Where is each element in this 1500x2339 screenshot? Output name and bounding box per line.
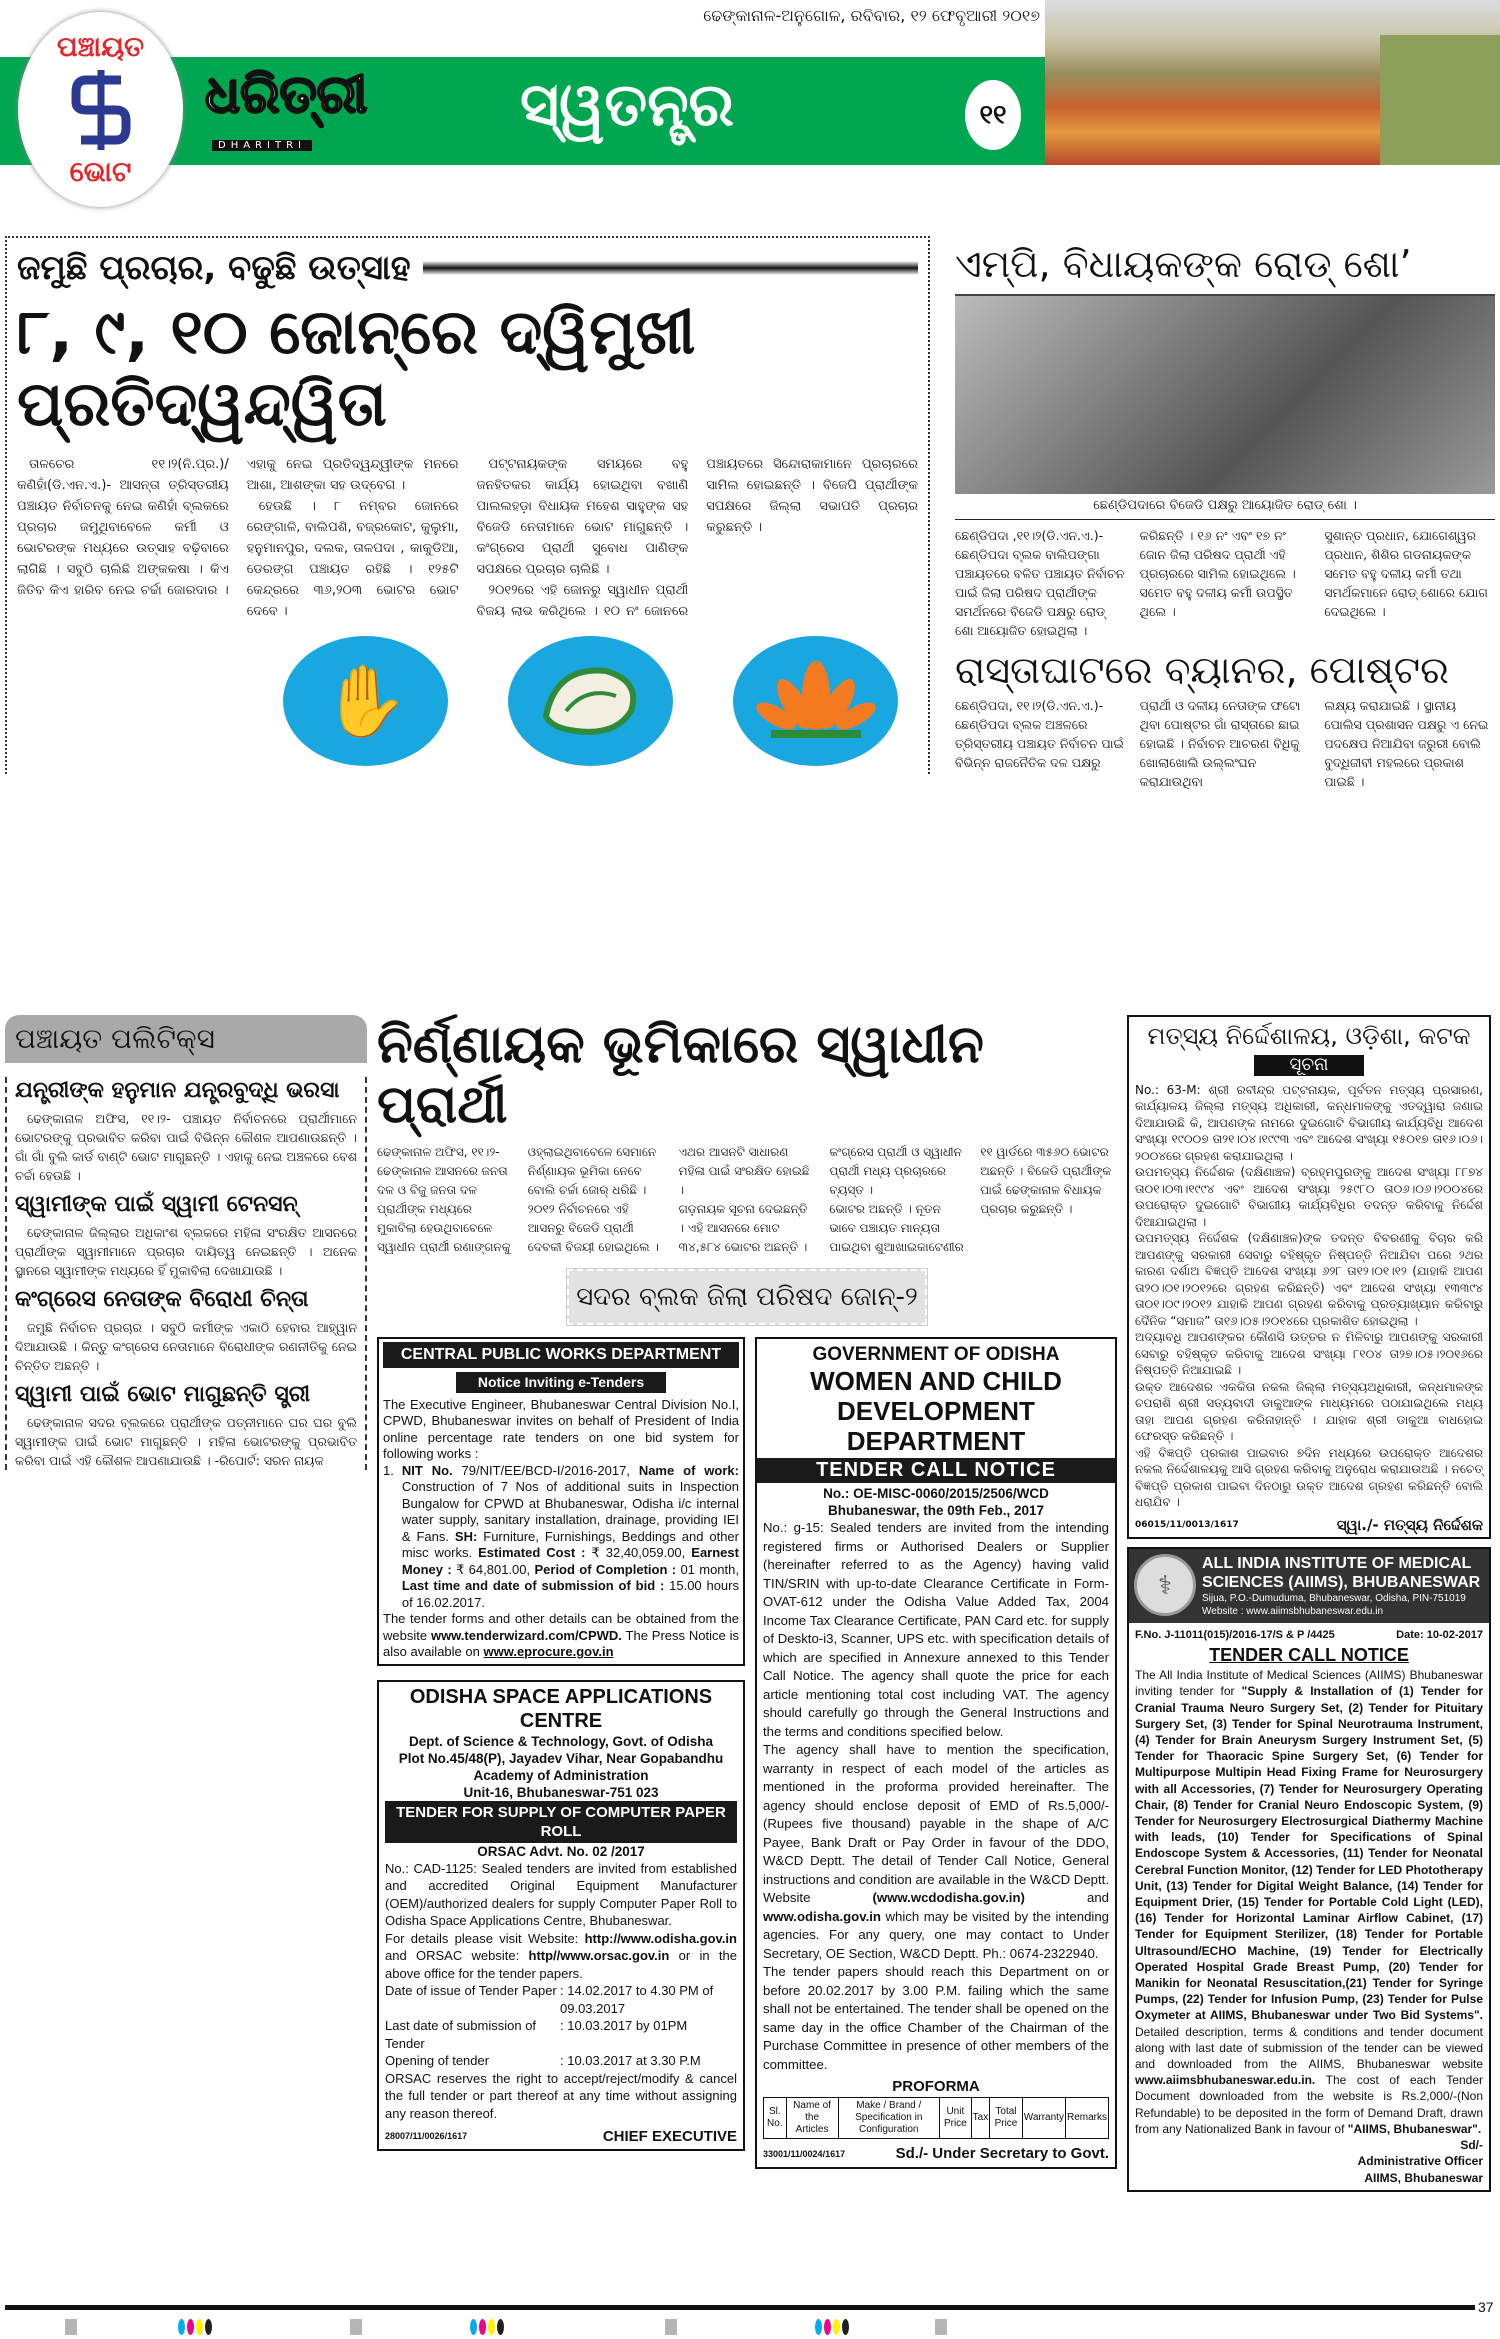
registration-box: [65, 2319, 77, 2335]
lead-headline: ୮, ୯, ୧୦ ଜୋନ୍‌ରେ ଦ୍ୱିମୁଖୀ ପ୍ରତିଦ୍ୱନ୍ଦ୍ୱିତା: [17, 295, 696, 440]
ad-code: 06015/11/0013/1617: [1135, 1519, 1239, 1530]
tenderwizard-link[interactable]: www.tenderwizard.com/CPWD.: [430, 1627, 622, 1643]
registration-dot: [842, 2319, 849, 2335]
right-top-column: [955, 236, 1495, 791]
paragraph: ଛେଣ୍ଡିପଦା ,୧୧।୨(ଡି.ଏନ.ଏ.)- ଛେଣ୍ଡିପଦା ବ୍ଲକ ବାଲିପଙ୍ଗା ପଞ୍ଚାୟତରେ ବଳିତ ପଞ୍ଚାୟତ ନିର୍ବାଚନ ପାଇଁ ଜିଲା ପରିଷଦ ପ୍ରାର୍ଥୀଙ୍କ ସମର୍ଥନରେ ବିଜେଡି ପକ୍ଷରୁ ରୋଡ୍ ଶୋ ଆୟୋଜିତ ହୋଇଥିଲା ।: [955, 528, 1125, 638]
ad-signature: CHIEF EXECUTIVE: [602, 2128, 737, 2145]
center-column: [377, 1015, 1117, 2169]
top-section: [0, 236, 1500, 1015]
proforma-header: Warranty: [1022, 2097, 1065, 2138]
registration-box: [350, 2319, 362, 2335]
proforma-header: Total Price: [990, 2097, 1023, 2138]
registration-dot: [497, 2319, 504, 2335]
lotus-icon: [733, 636, 898, 766]
section-title: ସ୍ୱତନ୍ତ୍ର: [520, 70, 735, 140]
masthead: [0, 0, 1500, 236]
ad-details: For details please visit Website: http://www.odisha.gov.in and ORSAC website: http//www.orsac.gov.in or in the above office for the tender papers.: [385, 1930, 737, 1981]
aiims-link[interactable]: www.aiimsbhubaneswar.edu.in.: [1135, 2073, 1316, 2088]
registration-dot: [470, 2319, 477, 2335]
ad-body: The All India Institute of Medical Sciences (AIIMS) Bhubaneswar inviting tender for "Supply & Installation of (1) Tender for Cranial Trauma Neuro Surgery Set, (2) Tender for Pituitary Surgery Set, (3) Tender for Spinal Neurotrauma Instrument, (4) Tender for Brain Aneurysm Surgery Instrument Set, (5) Tender for Thaoracic Spine Surgery Set, (6) Tender for Multipurpose Multipin Head Fixing Frame for Neurosurgery with all Accessories, (7) Tender for Neurosurgery Operating Chair, (8) Tender for Cranial Neuro Endoscopic System, (9) Tender for Neurosurgery Electrosurgical Diathermy Machine with leads, (10) Tender for Specifications of Spinal Endoscope System & Accessories, (11) Tender for Neonatal Cerebral Function Monitor, (12) Tender for LED Phototherapy Unit, (13) Tender for Digital Weight Balance, (14) Tender for Equipment Drier, (15) Tender for Portable Cold Light (LED), (16) Tender for Horizontal Laminar Airflow Cabinet, (17) Tender for Equipment Sterilizer, (18) Tender for Portable Ultrasound/ECHO Machine, (19) Tender for Electrically Operated Hospital Grade Breast Pump, (20) Tender for Manikin for Neonatal Resuscitation,(21) Tender for Syringe Pumps, (22) Tender for Infusion Pump, (23) Tender for Pulse Oxymeter at AIIMS, Bhubaneswar under Two Bid Systems". Detailed description, terms & conditions and tender document along with last date of submission of the tender can be viewed and downloaded from the AIIMS, Bhubaneswar website www.aiimsbhubaneswar.edu.in. The cost of each Tender Document downloaded from the website is Rs.2,000/-(Non Refundable) to be deposited in the form of Demand Draft, drawn from any Nationalized Bank in favour of "AIIMS, Bhubaneswar".: [1135, 1668, 1483, 2136]
panchayat-politics-column: [5, 1077, 367, 1470]
notice-date: Date: 10-02-2017: [1396, 1629, 1483, 1641]
orsac-tender-ad: [377, 1680, 745, 2151]
registration-dot: [833, 2319, 840, 2335]
ad-signature: Sd./- Under Secretary to Govt.: [895, 2144, 1109, 2162]
proforma-header: Unit Price: [940, 2097, 972, 2138]
ad-signature: Sd/- Administrative Officer AIIMS, Bhubaneswar: [1357, 2138, 1483, 2185]
aiims-name: ALL INDIA INSTITUTE OF MEDICAL SCIENCES (AIIMS), BHUBANESWAR: [1202, 1555, 1481, 1591]
proforma-header: Name of the Articles: [786, 2097, 838, 2138]
section-page-badge: ୧୧: [965, 80, 1021, 150]
paragraph: ତାଳଚେର ୧୧।୨(ନି.ପ୍ର.)/ କଣିହାଁ(ଡି.ଏନ.ଏ.)- ଆସନ୍ତା ତ୍ରିସ୍ତରୀୟ ପଞ୍ଚାୟତ ନିର୍ବାଚନକୁ ନେଇ କଣିହାଁ ବ୍ଲକରେ ପ୍ରଚାର ଜମୁଥିବାବେଳେ କର୍ମୀ ଓ ଭୋଟରଙ୍କ ମଧ୍ୟରେ ଉତ୍ସାହ ବଢ଼ିବାରେ ଲାଗିଛି । ସବୁଠି ଚାଲିଛି ଅଙ୍କକଷା । କିଏ ଜିତିବ କିଏ ହାରିବ ନେଇ ଚର୍ଚ୍ଚା ଜୋରଦାର । ଏହାକୁ ନେଇ ପ୍ରତିଦ୍ୱନ୍ଦ୍ୱୀଙ୍କ ମନରେ ଆଶା, ଆଶଙ୍କା ସହ ଉଦ୍‌ବେଗ ।: [17, 457, 459, 598]
ads-row: [377, 1337, 1117, 2169]
aiims-website[interactable]: Website : www.aiimsbhubaneswar.edu.in: [1202, 1606, 1384, 1617]
notice-para: ଉପମତ୍ସ୍ୟ ନିର୍ଦ୍ଦେଶକ (ଦକ୍ଷିଣାଞ୍ଚଳ) ବ୍ରହ୍ମପୁରଙ୍କୁ ଆଦେଶ ସଂଖ୍ୟା ୮୮୭୪ ତା୦୧।୦୩।୧୯୯୪ ଏବଂ ଆଦେଶ ସଂଖ୍ୟା ୨୫୯୮୦ ତା୦୬।୦୬।୨୦୦୪ରେ ଉପରୋକ୍ତ ଦୁଇଗୋଟି ବିଭାଗୀୟ କାର୍ଯ୍ୟବିଧିର ତଦନ୍ତ କରିବାକୁ ନିର୍ଦ୍ଦେଶ ଦିଆଯାଇଥିଲା ।: [1135, 1165, 1483, 1229]
independent-story-body: [377, 1143, 1117, 1257]
ad-code: 28007/11/0026/1617: [385, 2131, 468, 2141]
schedule-row: Opening of tender : 10.03.2017 at 3.30 P.M: [385, 2053, 701, 2068]
registration-dot: [178, 2319, 185, 2335]
registration-dot: [815, 2319, 822, 2335]
ads-left-stack: [377, 1337, 745, 2151]
notice-para: ଉପମତ୍ସ୍ୟ ନିର୍ଦ୍ଦେଶକ (ଦକ୍ଷିଣାଞ୍ଚଳ)ଙ୍କ ତଦନ୍ତ ବିବରଣୀକୁ ବିଚାର କରି ଆପଣଙ୍କୁ ସରକାରୀ ସେବାରୁ ବହିଷ୍କୃତ ନିଷ୍ପତ୍ତି ନିଆଯିବା ପରେ ୨ଥର କାରଣ ଦର୍ଶାଅ ବିଜ୍ଞପ୍ତି ଆଦେଶ ସଂଖ୍ୟା ୬୨୮ ତା୧୨।୦୧।୧୨ (ଯାହାକି ଆପଣ ତା୨୦।୦୧।୨୦୧୨ରେ ଗ୍ରହଣ କରିଛନ୍ତି) ଏବଂ ଆଦେଶ ସଂଖ୍ୟା ୧୩୩୯୪ ତା୦୧।୦୯।୨୦୧୨ ଯାହାକି ଆପଣ ଗ୍ରହଣ କରିବାକୁ ପ୍ରତ୍ୟାଖ୍ୟାନ କରିବାରୁ ଦୈନିକ “ସମାଜ” ତା୧୬।୦୫।୨୦୧୪ରେ ପ୍ରକାଶିତ ହୋଇଥିଲା ।: [1135, 1231, 1483, 1328]
paragraph: ଛେଣ୍ଡିପଦା, ୧୧।୨(ଡି.ଏନ.ଏ.)- ଛେଣ୍ଡିପଦା ବ୍ଲକ ଅଞ୍ଚଳରେ ତ୍ରିସ୍ତରୀୟ ପଞ୍ଚାୟତ ନିର୍ବାଚନ ପାଇଁ ବିଭିନ୍ନ ରାଜନୈତିକ ଦଳ ପକ୍ଷରୁ: [955, 698, 1124, 770]
ad-title: TENDER CALL NOTICE: [757, 1458, 1115, 1483]
notice-tag: ସୂଚନା: [1254, 1055, 1364, 1076]
proforma-table: [763, 2097, 1109, 2139]
ad-body: No.: CAD-1125: Sealed tenders are invited from established and accredited Original Equipment Manufacturer (OEM)/authorized dealers for supply Computer Paper Roll to Odisha Space Applications Centre, Bhubaneswar.: [385, 1860, 737, 1928]
dateline: ଢେଙ୍କାନାଳ-ଅନୁଗୋଳ, ରବିବାର, ୧୨ ଫେବୃଆରୀ ୨୦୧୭: [703, 6, 1040, 25]
page-bottom-rule: [5, 2305, 1475, 2310]
item-text: ଢେଙ୍କାନାଳ ଅଫିସ, ୧୧।୨- ପଞ୍ଚାୟତ ନିର୍ବାଚନରେ ପ୍ରାର୍ଥୀମାନେ ଭୋଟରଙ୍କୁ ପ୍ରଭାବିତ କରିବା ପାଇଁ ବିଭିନ୍ନ କୌଶଳ ଆପଣାଉଛନ୍ତି । ଗାଁ ଗାଁ ବୁଲି କାର୍ଡ ବାଣ୍ଟି ଭୋଟ ମାଗୁଛନ୍ତି । ଏହାକୁ ନେଇ ଅଞ୍ଚଳରେ ବେଶ ଚର୍ଚ୍ଚା ହେଉଛି ।: [15, 1111, 357, 1183]
tender-item: NIT No. 79/NIT/EE/BCD-I/2016-2017, Name of work: Construction of 7 Nos of additional suits in Inspection Bungalow for CPWD at Bhubaneswar, Odisha i/c internal water supply, sanitary installation, drainage, providing IEI & Fans. SH: Furniture, Furnishings, Beddings and other misc works. Estimated Cost : ₹ 32,40,059.00, Earnest Money : ₹ 64,801.00, Period of Completion : 01 month, Last time and date of submission of bid : 15.00 hours of 16.02.2017.: [401, 1462, 739, 1610]
item-number: 1.: [383, 1462, 394, 1478]
address-line: Academy of Administration: [473, 1767, 649, 1783]
paragraph: ପଟ୍ଟନାୟକଙ୍କ ସମୟରେ ବହୁ ଜନହିତକର କାର୍ଯ୍ୟ ହୋଇଥିବା ବଖାଣି ପାଲଲହଡ଼ା ବିଧାୟକ ମହେଶ ସାହୁଙ୍କ ସହ ବିଜେଡି ନେତାମାନେ ଭୋଟ ମାଗୁଛନ୍ତି । କଂଗ୍ରେସ ପ୍ରାର୍ଥୀ ସୁବୋଧ ପାଣିଙ୍କ ସପକ୍ଷରେ ପ୍ରଚାର ଚାଲିଛି ।: [476, 457, 689, 577]
registration-dot: [196, 2319, 203, 2335]
item-title: କଂଗ୍ରେସ ନେତାଙ୍କ ବିରୋଧୀ ଚିନ୍ତା: [15, 1287, 309, 1312]
aiims-address: Sijua, P.O.-Dumuduma, Bhubaneswar, Odisha, PIN-751019: [1202, 1593, 1466, 1604]
registration-dot: [205, 2319, 212, 2335]
ad-title: TENDER CALL NOTICE: [1209, 1645, 1409, 1666]
ad-para: The tender papers should reach this Department on or before 20.02.2017 by 3.00 P.M. failing which the same shall not be entertained. The tender shall be opened on the same day in the office Chamber of the Chairman of the Purchase Committee in presence of other members of the committee.: [763, 1964, 1109, 2072]
notice-para: ଉକ୍ତ ଆଦେଶର ଏକକିତା ନକଲ ଜିଲ୍ଲା ମତ୍ସ୍ୟଅଧିକାରୀ, କନ୍ଧମାଳଙ୍କ ଚପରାଶି ଶ୍ରୀ ସତ୍ୟବାଦୀ ଡାକୁଆଙ୍କ ମାଧ୍ୟମରେ ପଠାଯାଇଥିଲେ ମଧ୍ୟ ତାହା ଆପଣ ଗ୍ରହଣ କରିନାହାନ୍ତି । ଯାହାକ ଶ୍ରୀ ଡାକୁଆ ବାଧହୋଇ ଫେରସ୍ତ କରିଛନ୍ତି ।: [1135, 1379, 1483, 1443]
independent-story-headline: ନିର୍ଣ୍ଣାୟକ ଭୂମିକାରେ ସ୍ୱାଧୀନ ପ୍ରାର୍ଥୀ: [377, 1015, 984, 1135]
party-symbols: [17, 636, 918, 766]
registration-dot: [187, 2319, 194, 2335]
paragraph: ସୁଶାନ୍ତ ପ୍ରଧାନ, ଯୋଗେଶ୍ୱର ପ୍ରଧାନ, ଶିଶିର ଗଡନାୟକଙ୍କ ସମେତ ବହୁ ଦଳୀୟ କର୍ମୀ ତଥା ସମର୍ଥକମାନେ ରୋଡ୍ ଶୋରେ ଯୋଗ ଦେଇଥିଲେ ।: [1324, 528, 1488, 619]
aiims-tender-ad: [1127, 1547, 1491, 2192]
registration-marks: [470, 2319, 504, 2335]
proforma-header: Remarks: [1065, 2097, 1108, 2138]
registration-marks: [178, 2319, 212, 2335]
cpwd-tender-ad: [377, 1337, 745, 1666]
aiims-emblem-icon: ⚕: [1134, 1554, 1196, 1616]
registration-dot: [488, 2319, 495, 2335]
ad-gov: GOVERNMENT OF ODISHA: [812, 1344, 1060, 1365]
zone-label-box: ସଦର ବ୍ଲକ ଜିଲା ପରିଷଦ ଜୋନ୍-୨: [567, 1269, 927, 1325]
logo-text-bottom: ଭୋଟ: [69, 155, 132, 188]
panchayat-politics: [5, 1015, 367, 1470]
address-line: Plot No.45/48(P), Jayadev Vihar, Near Gopabandhu: [398, 1750, 724, 1766]
advt-number: ORSAC Advt. No. 02 /2017: [477, 1843, 645, 1859]
fisheries-notice: [1127, 1015, 1491, 1539]
banner-story-headline: ରାସ୍ତାଘାଟରେ ବ୍ୟାନର, ପୋଷ୍ଟର: [955, 648, 1449, 692]
road-show-photo: [955, 294, 1495, 494]
bottom-section: [0, 1015, 1500, 2295]
item-title: ଯନ୍ତ୍ରୀଙ୍କ ହନୁମାନ ଯନ୍ତ୍ରବୁଦ୍ଧି ଭରସା: [15, 1078, 340, 1103]
paragraph: ଲକ୍ଷ୍ୟ କରାଯାଇଛି । ସ୍ଥାନୀୟ ପୋଲିସ ପ୍ରଶାସନ ପକ୍ଷରୁ ଏ ନେଇ ପଦକ୍ଷେପ ନିଆଯିବା ଜରୁରୀ ବୋଲି ବୁଦ୍ଧିଜୀବୀ ମହଲରେ ପ୍ରକାଶ ପାଇଛି ।: [1324, 698, 1489, 789]
proforma-header: Sl. No.: [764, 2097, 787, 2138]
paragraph: ଢେଙ୍କାନାଳ ଅଫିସ, ୧୧।୨- ଢେଙ୍କାନାଳ ଆସନରେ ଜନତା ଦଳ ଓ ବିଜୁ ଜନତା ଦଳ ପ୍ରାର୍ଥୀଙ୍କ ମଧ୍ୟରେ ମୁକାବିଲା ହେଉଥିବାବେଳେ ସ୍ୱାଧୀନ ପ୍ରାର୍ଥୀ ରଣାଙ୍ଗନକୁ ଓହ୍ଲାଇଥିବାବେଳେ ସେମାନେ ନିର୍ଣ୍ଣାୟକ ଭୂମିକା ନେବେ ବୋଲି ଚର୍ଚ୍ଚା ଜୋର୍ ଧରିଛି ।: [377, 1145, 657, 1254]
aiims-header: [1129, 1549, 1489, 1623]
road-show-body: [955, 526, 1495, 640]
ad-outro: The tender forms and other details can be obtained from the website www.tenderwizard.com/CPWD. The Press Notice is also available on www.eprocure.gov.in: [383, 1611, 739, 1659]
newspaper-name-latin: DHARITRI: [212, 140, 312, 151]
proforma-header: Tax: [971, 2097, 990, 2138]
item-text: ଢେଙ୍କାନାଳ ସଦର ବ୍ଲକରେ ପ୍ରାର୍ଥୀଙ୍କ ପତ୍ନୀମାନେ ଘର ଘର ବୁଲି ସ୍ୱାମୀଙ୍କ ପାଇଁ ଭୋଟ ମାଗୁଛନ୍ତି । ମହିଳା ଭୋଟରଙ୍କୁ ପ୍ରଭାବିତ କରିବା ପାଇଁ ଏହି କୌଶଳ ଆପଣାଯାଉଛି । -ରିପୋର୍ଟ: ସରନ ନାୟକ: [15, 1415, 357, 1468]
ad-title: CENTRAL PUBLIC WORKS DEPARTMENT: [383, 1342, 739, 1368]
notice-para: ଏହି ବିଜ୍ଞପ୍ତି ପ୍ରକାଶ ପାଇବାର ୭ଦିନ ମଧ୍ୟରେ ଉପରୋକ୍ତ ଆଦେଶର ନକଲ ନିର୍ଦ୍ଦେଶାଳୟକୁ ଆସି ଗ୍ରହଣ କରିବାକୁ ଅନୁରୋଧ କରାଯାଉଅଛି । ନଚେତ୍ ବିଜ୍ଞପ୍ତି ପ୍ରକାଶ ପାଇବା ଦିନଠାରୁ ଉକ୍ତ ଆଦେଶ ଗ୍ରହଣ କରିଛନ୍ତି ବୋଲି ଧରାଯିବ ।: [1135, 1445, 1483, 1509]
wcd-link[interactable]: (www.wcdodisha.gov.in): [872, 1890, 1025, 1905]
newspaper-name: ଧରିତ୍ରୀ: [205, 64, 368, 125]
item-title: ସ୍ୱାମୀ ପାଇଁ ଭୋଟ ମାଗୁଛନ୍ତି ସ୍ତ୍ରୀ: [15, 1382, 311, 1407]
wcd-tender-ad: [755, 1337, 1117, 2169]
address-line: Unit-16, Bhubaneswar-751 023: [463, 1784, 659, 1800]
odisha-gov-link[interactable]: www.odisha.gov.in: [763, 1908, 881, 1924]
proforma-title: PROFORMA: [892, 2078, 980, 2095]
item-text: ଢେଙ୍କାନାଳ ଜିଲ୍ଲାର ଅଧିକାଂଶ ବ୍ଲକରେ ମହିଳା ସଂରକ୍ଷିତ ଆସନରେ ପ୍ରାର୍ଥୀଙ୍କ ସ୍ୱାମୀମାନେ ପ୍ରଚାର ଦାୟିତ୍ୱ ନେଇଛନ୍ତି । ଅନେକ ସ୍ଥାନରେ ସ୍ୱାମୀଙ୍କ ମଧ୍ୟରେ ହିଁ ମୁକାବିଲା ଦେଖାଯାଉଛି ।: [15, 1225, 357, 1278]
schedule-row: Date of issue of Tender Paper : 14.02.2017 to 4.30 PM of 09.03.2017: [385, 1983, 714, 2016]
paragraph: କରିଛନ୍ତି । ୧୬ ନଂ ଏବଂ ୧୭ ନଂ ଜୋନ ଜିଲା ପରିଷଦ ପ୍ରାର୍ଥୀ ଏହି ପ୍ରଚାରରେ ସାମିଲ ହୋଇଥିଲେ । ସମେତ ବହୁ ଦଳୀୟ କର୍ମୀ ଉପସ୍ଥିତ ଥିଲେ ।: [1139, 528, 1296, 619]
photo-caption: ଛେଣ୍ଡିପଦାରେ ବିଜେଡି ପକ୍ଷରୁ ଆୟୋଜିତ ରୋଡ୍ ଶୋ ।: [955, 494, 1495, 520]
ad-reserve: ORSAC reserves the right to accept/reject/modify & cancel the full tender or part thereof at any time without assigning any reason thereof.: [385, 2070, 737, 2121]
lead-story-body: [17, 454, 918, 622]
page-number: 37: [1478, 2299, 1494, 2315]
ad-date: Bhubaneswar, the 09th Feb., 2017: [827, 1503, 1045, 1518]
ad-ref: No.: OE-MISC-0060/2015/2506/WCD: [823, 1486, 1049, 1501]
notice-title: ମତ୍ସ୍ୟ ନିର୍ଦ୍ଦେଶାଳୟ, ଓଡ଼ିଶା, କଟକ: [1147, 1022, 1471, 1050]
ad-dept: WOMEN AND CHILD: [810, 1366, 1062, 1396]
page-footer: [0, 2299, 1500, 2339]
banner-story-body: [955, 696, 1495, 791]
registration-marks: [815, 2319, 849, 2335]
kicker-rule: [423, 261, 918, 275]
paragraph: ହେଉଛି । ୮ ନମ୍ବର ଜୋନରେ ରେଙ୍ଗାଳି, ବାଲିପଶି, ବଜ୍ରକୋଟ, କୁଲୁମା, ହନୁମାନପୁର, ଦଲକ, ତାଳପଦା , କାକୁଡିଆ, ଡେରଙ୍ଗ ପଞ୍ଚାୟତ ରହିଛି । ୧୨୫ଟି କେନ୍ଦ୍ରରେ ୩୬,୨୦୩ ଭୋଟର ଭୋଟ ଦେବେ ।: [246, 499, 459, 619]
panchayat-politics-banner: ପଞ୍ଚାୟତ ପଲିଟିକ୍ସ: [5, 1015, 367, 1063]
file-number: F.No. J-11011(015)/2016-17/S & P /4425: [1135, 1629, 1335, 1641]
election-commission-icon: [71, 70, 131, 150]
lead-story-frame: [5, 236, 930, 774]
paragraph: ୨୦୧୨ ନିର୍ବାଚନରେ ଏହି ଆସନରୁ ବିଜେଡି ପ୍ରାର୍ଥୀ ଦେବକୀ ବିଜୟୀ ହୋଇଥିଲେ । ଏଥର ଆସନଟି ସାଧାରଣ ମହିଳା ପାଇଁ ସଂରକ୍ଷିତ ହୋଇଛି ।: [527, 1145, 810, 1254]
item-title: ସ୍ୱାମୀଙ୍କ ପାଇଁ ସ୍ୱାମୀ ଟେନସନ୍: [15, 1192, 298, 1217]
ad-para: The agency shall have to mention the specification, warranty in respect of each model of the articles as mentioned in the proforma provided hereinafter. The agency should enclose deposit of EMD of Rs.5,000/- (Rupees five thousand) payable in the shape of A/C Payee, Bank Draft or Pay Order in favour of the DDO, W&CD Deptt. The detail of Tender Call Notice, General instructions and condition are available in the W&CD Deptt. Website (www.wcdodisha.gov.in) and www.odisha.gov.in which may be visited by the intending agencies. For any query, one may contact to Under Secretary, OE Section, W&CD Deptt. Ph.: 0674-2322940.: [763, 1742, 1109, 1961]
registration-dot: [479, 2319, 486, 2335]
notice-para: No.: 63-M: ଶ୍ରୀ ରବୀନ୍ଦ୍ର ପଟ୍ଟନାୟକ, ପୂର୍ବତନ ମତ୍ସ୍ୟ ପ୍ରସାରଣ, କାର୍ଯ୍ୟାଳୟ ଜିଲ୍ଲା ମତ୍ସ୍ୟ ଅଧିକାରୀ, କନ୍ଧମାଳଙ୍କୁ ଏତଦ୍ୱାରା ଜଣାଇ ଦିଆଯାଉଛି କି, ଆପଣଙ୍କ ନାମରେ ଦୁଇଗୋଟି ବିଭାଗୀୟ କାର୍ଯ୍ୟବିଧି ଆଦେଶ ସଂଖ୍ୟା ୧୯୦୦୭ ତା୨୧।୦୪।୧୯୯୩ ଏବଂ ଆଦେଶ ସଂଖ୍ୟା ୧୫୦୧୭ ତା୧୬।୦୬।୨୦୦୪ରେ ଗ୍ରହଣ କରାଯାଇଥିଲା ।: [1135, 1082, 1483, 1163]
schedule-row: Last date of submission of Tender : 10.03.2017 by 01PM: [385, 2018, 688, 2051]
address-line: Dept. of Science & Technology, Govt. of Odisha: [408, 1733, 714, 1749]
paragraph: ୨୦୧୨ରେ ଏହି ଜୋନରୁ ସ୍ୱାଧୀନ ପ୍ରାର୍ଥୀ ବିଜୟ ଲାଭ କରିଥିଲେ । ୧୦ ନଂ ଜୋନରେ ପଞ୍ଚାୟତରେ ସିନ୍ଦୋରାକାମାନେ ପ୍ରଚାରରେ ସାମିଲ ହୋଇଛନ୍ତି । ବିଜେପି ପ୍ରାର୍ଥୀଙ୍କ ସପକ୍ଷରେ ଜିଲ୍ଲା ସଭାପତି ପ୍ରଚାର କରୁଛନ୍ତି ।: [476, 457, 918, 619]
ad-code: 33001/11/0024/1617: [763, 2148, 846, 2159]
orsac-link[interactable]: http//www.orsac.gov.in: [528, 1948, 670, 1963]
ad-para: No.: g-15: Sealed tenders are invited from the intending registered firms or Authorised Dealers or Supplier (hereinafter referred to as the Agency) having valid TIN/SRIN with up-to-date Clearance Certificate in Form-OVAT-612 under the Odisha Value Added Tax, 2004 Income Tax Clearance Certificate, PAN Card etc. for supply of Deskto-i3, Scanner, UPS etc. with specification details of which are specified in Annexure annexed to this Tender Call Notice. The agency shall quote the price for each article mentioning total cost including VAT. The agency should carefully go through the General Instructions and the terms and conditions specified below.: [763, 1520, 1109, 1739]
ad-dept: DEVELOPMENT DEPARTMENT: [837, 1396, 1035, 1456]
proforma-header: Make / Brand / Specification in Configuration: [838, 2097, 940, 2138]
ad-title: TENDER FOR SUPPLY OF COMPUTER PAPER ROLL: [385, 1801, 737, 1843]
panchayat-vote-logo: [18, 12, 183, 207]
notice-para: ଅଦ୍ୟାବଧି ଆପଣଙ୍କର କୌଣସି ଉତ୍ତର ନ ମିଳିବାରୁ ଆପଣଙ୍କୁ ସରକାରୀ ସେବାରୁ ବହିଷ୍କୃତ କରିବାକୁ ଆଦେଶ ସଂଖ୍ୟା ୮୧୦୪ ତା୨୭।୦୫।୨୦୧୬ରେ ନିଷ୍ପତ୍ତି ନିଆଯାଇଛି ।: [1135, 1330, 1483, 1377]
paragraph: ପ୍ରାର୍ଥୀ ଓ ଦଳୀୟ ନେତାଙ୍କ ଫଟୋ ଥିବା ପୋଷ୍ଟର ଗାଁ ରାସ୍ତାରେ ଛାଇ ହୋଇଛି । ନିର୍ବାଚନ ଆଚରଣ ବିଧିକୁ ଖୋଲାଖୋଲି ଉଲ୍ଲଂଘନ କରାଯାଉଥିବା: [1139, 698, 1301, 789]
crowd-photo: [1045, 0, 1500, 165]
ad-intro: The Executive Engineer, Bhubaneswar Central Division No.I, CPWD, Bhubaneswar invites on behalf of President of India online percentage rate tenders on one bid system for following works :: [383, 1396, 739, 1461]
logo-text-top: ପଞ୍ଚାୟତ: [56, 30, 145, 63]
conch-icon: [508, 636, 673, 766]
lead-kicker: ଜମୁଛି ପ୍ରଚାର, ବଢୁଛି ଉତ୍ସାହ: [17, 248, 411, 288]
hand-icon: ✋: [283, 636, 448, 766]
registration-box: [665, 2319, 677, 2335]
ad-subtitle: Notice Inviting e-Tenders: [456, 1372, 666, 1393]
item-text: ଜମୁଛି ନିର୍ବାଚନ ପ୍ରଚାର । ସବୁଠି କର୍ମୀଙ୍କ ଏକାଠି ହେବାର ଆହ୍ୱାନ ଦିଆଯାଉଛି । କିନ୍ତୁ କଂଗ୍ରେସ ନେତାମାନେ ବିରୋଧୀଙ୍କ ରଣନୀତିକୁ ନେଇ ଚିନ୍ତିତ ଅଛନ୍ତି ।: [15, 1320, 357, 1373]
odisha-gov-link[interactable]: http://www.odisha.gov.in: [584, 1930, 737, 1946]
road-show-headline: ଏମ୍‌ପି, ବିଧାୟକଙ୍କ ରୋଡ୍ ଶୋ’: [955, 242, 1412, 286]
paragraph: ଭୋଟର ଅଛନ୍ତି । ନୂତନ ଭାବେ ପଞ୍ଚାୟତ ମାନ୍ୟତା ପାଇଥିବା ଶୁଆଖାଇକାଟେଣୀର ୧୧ ୱାର୍ଡରେ ୩୫୬୦ ଭୋଟର ଅଛନ୍ତି । ବିଜେଡି ପ୍ରାର୍ଥୀଙ୍କ ପାଇଁ ଢେଙ୍କାନାଳ ବିଧାୟକ ପ୍ରଚାର କରୁଛନ୍ତି ।: [829, 1145, 1112, 1254]
ad-signature: ସ୍ୱା./- ମତ୍ସ୍ୟ ନିର୍ଦ୍ଦେଶକ: [1336, 1515, 1483, 1534]
paragraph: ଗଡ଼ନାୟକ ସୂଚନା ଦେଇଛନ୍ତି । ଏହି ଆସନରେ ମୋଟ ୩୪,୫୮୪ ଭୋଟର ଅଛନ୍ତି । କଂଗ୍ରେସ ପ୍ରାର୍ଥୀ ଓ ସ୍ୱାଧୀନ ପ୍ରାର୍ଥୀ ମଧ୍ୟ ପ୍ରଚାରରେ ବ୍ୟସ୍ତ ।: [678, 1145, 962, 1254]
registration-box: [935, 2319, 947, 2335]
registration-dot: [824, 2319, 831, 2335]
right-bottom-column: [1127, 1015, 1491, 2192]
ad-org: ODISHA SPACE APPLICATIONS CENTRE: [409, 1685, 713, 1732]
eprocure-link[interactable]: www.eprocure.gov.in: [483, 1644, 614, 1659]
